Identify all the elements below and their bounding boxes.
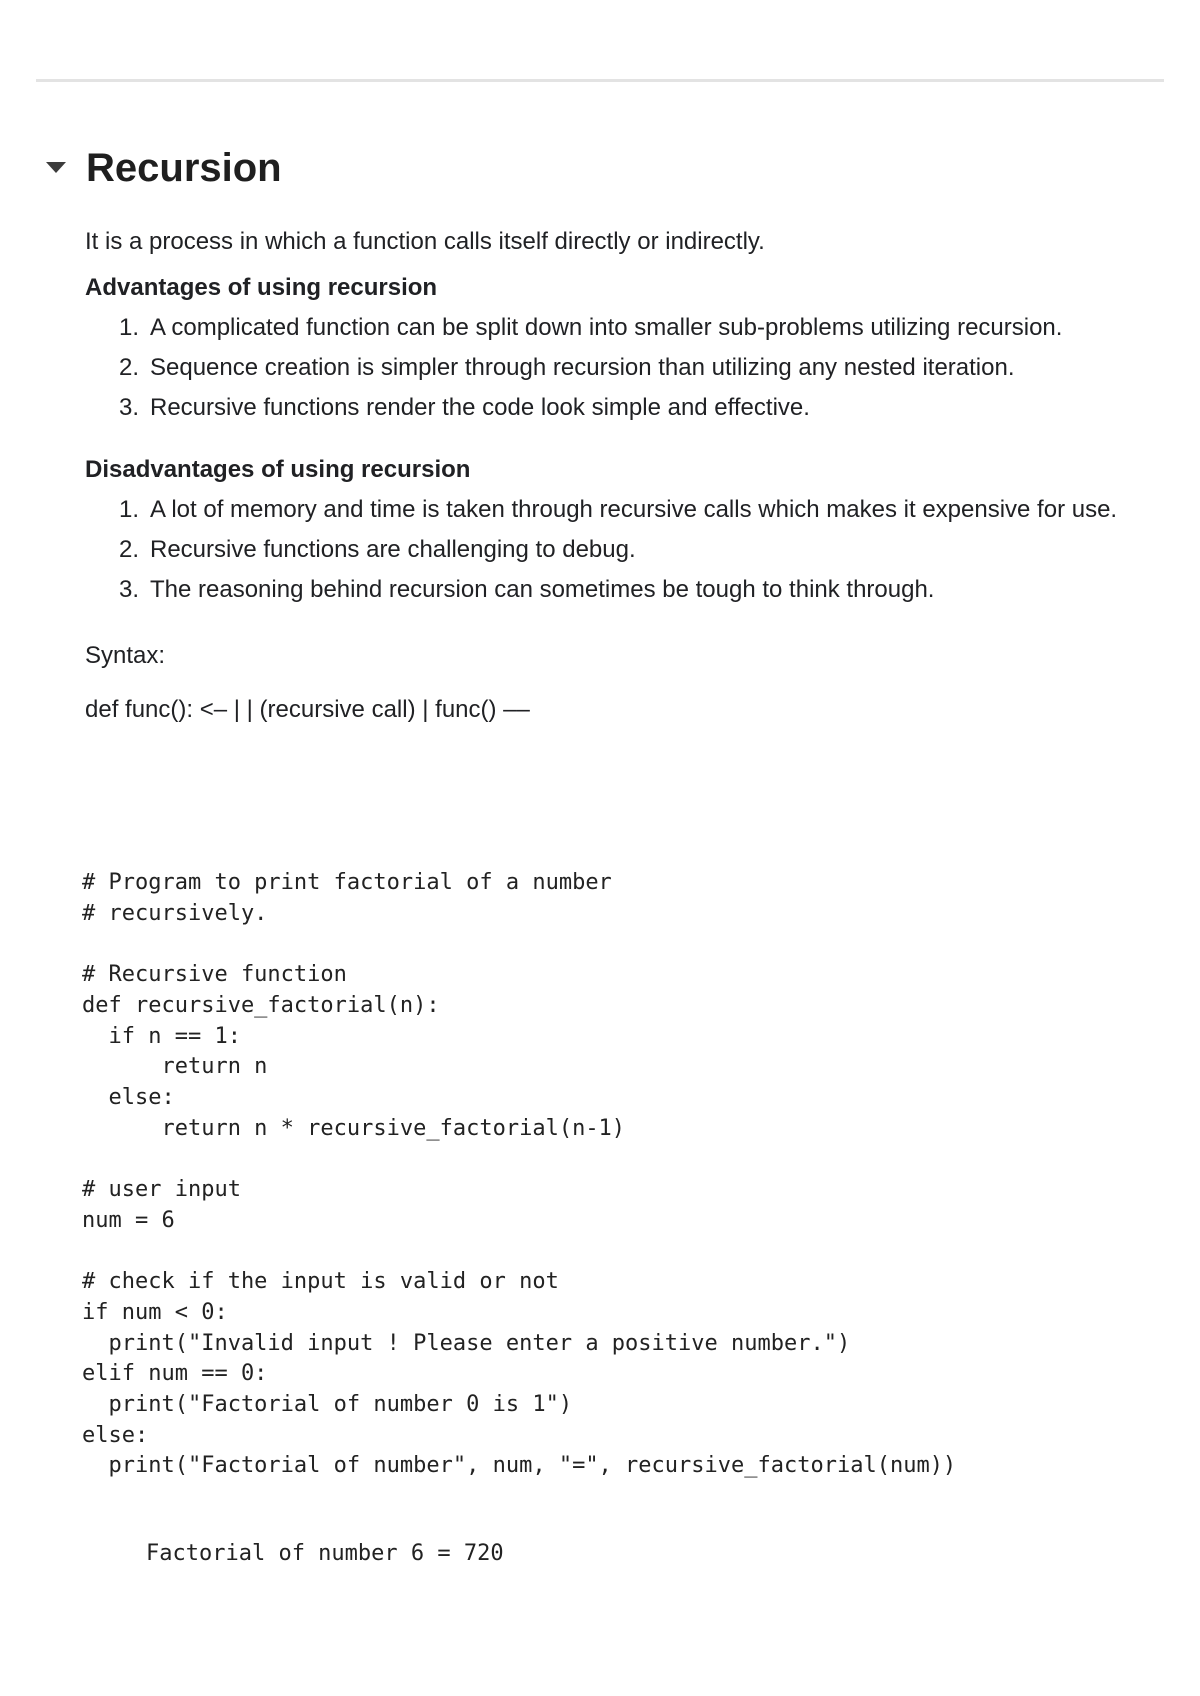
list-item-number: 3. [118, 394, 139, 421]
list-item-number: 3. [118, 576, 139, 603]
code-block: # Program to print factorial of a number # recursively. # Recursive function def recursive_factorial(n): if n == 1: return n else: return n * recursive_factorial(n-1) # user input num = 6 # check if the input is valid or not if num < 0: print("Invalid input ! Please enter a positive number.") elif num == 0: print("Factorial of number 0 is 1") else: print("Factorial of number", num, "=", recursive_factorial(num)) [82, 870, 957, 1479]
list-item-text: Sequence creation is simpler through recursion than utilizing any nested iteration. [150, 354, 1015, 381]
disadvantages-heading: Disadvantages of using recursion [85, 456, 471, 483]
list-item-text: Recursive functions render the code look simple and effective. [150, 394, 810, 421]
list-item-number: 2. [118, 354, 139, 381]
section-content [85, 222, 1165, 730]
syntax-label: Syntax: [85, 642, 166, 669]
list-item-number: 1. [118, 496, 139, 523]
disadvantages-list [85, 490, 1165, 610]
list-item [85, 348, 1165, 388]
section-title: Recursion [86, 146, 282, 190]
spacer [85, 428, 1165, 450]
code-output: Factorial of number 6 = 720 [146, 1541, 504, 1566]
list-item [85, 530, 1165, 570]
list-item-number: 2. [118, 536, 139, 563]
syntax-line: def func(): <– | | (recursive call) | func() –– [85, 696, 530, 723]
caret-down-icon[interactable] [44, 156, 68, 180]
list-item [85, 388, 1165, 428]
list-item-text: The reasoning behind recursion can sometimes be tough to think through. [150, 576, 935, 603]
list-item-text: Recursive functions are challenging to debug. [150, 536, 636, 563]
list-item-text: A complicated function can be split down into smaller sub-problems utilizing recursion. [150, 314, 1063, 341]
intro-paragraph: It is a process in which a function calls itself directly or indirectly. [85, 228, 765, 255]
advantages-heading: Advantages of using recursion [85, 274, 438, 301]
spacer [85, 610, 1165, 636]
list-item-number: 1. [118, 314, 139, 341]
list-item-text: A lot of memory and time is taken through recursive calls which makes it expensive for use. [150, 496, 1118, 523]
list-item [85, 490, 1165, 530]
top-divider [36, 79, 1164, 82]
list-item [85, 570, 1165, 610]
advantages-list [85, 308, 1165, 428]
section-header [44, 142, 282, 194]
list-item [85, 308, 1165, 348]
